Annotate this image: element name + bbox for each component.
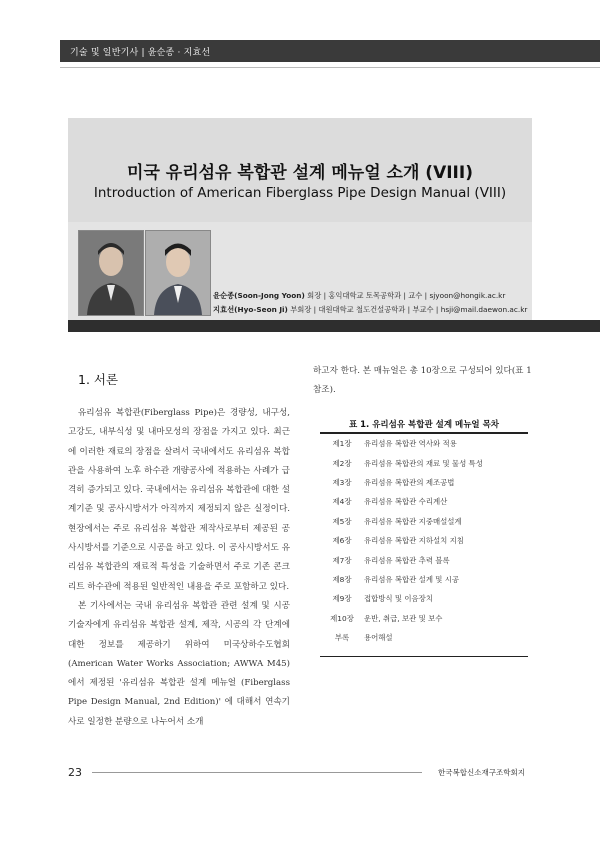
author-name: 윤순종(Soon-Jong Yoon)	[213, 291, 305, 300]
chapter-number: 제3장	[332, 477, 352, 487]
section-heading: 1. 서론	[78, 372, 119, 387]
article-title-english: Introduction of American Fiberglass Pipe Design Manual (VIII)	[93, 185, 507, 201]
chapter-title: 유리섬유 복합관의 재료 및 물성 특성	[364, 458, 483, 468]
header-divider	[60, 67, 600, 68]
chapter-title: 유리섬유 복합관 설계 및 시공	[364, 574, 460, 584]
table-row	[320, 589, 528, 608]
table-of-contents	[320, 434, 528, 647]
table-caption: 표 1. 유리섬유 복합관 설계 메뉴얼 목차	[348, 420, 500, 430]
chapter-number: 제7장	[332, 555, 352, 565]
table-row	[320, 492, 528, 511]
author-affiliation: 부회장 | 대원대학교 철도건설공학과 | 부교수 | hsji@mail.daewon.ac.kr	[287, 305, 528, 314]
author-photo-yoon	[78, 230, 144, 316]
body-right-column	[313, 362, 535, 401]
chapter-title: 유리섬유 복합관 역사와 적용	[364, 439, 457, 449]
chapter-number: 부록	[334, 633, 350, 643]
table-row	[320, 570, 528, 589]
article-title-korean: 미국 유리섬유 복합관 설계 메뉴얼 소개 (VIII)	[127, 163, 473, 183]
table-bottom-rule	[320, 656, 528, 657]
table-row	[320, 453, 528, 472]
footer-divider	[92, 772, 422, 773]
table-row	[320, 550, 528, 569]
table-row	[320, 531, 528, 550]
author-name: 지효선(Hyo-Seon Ji)	[213, 305, 288, 314]
page-number: 23	[68, 766, 82, 779]
table-row	[320, 512, 528, 531]
table-row	[320, 434, 528, 453]
running-header: 기술 및 일반기사 | 윤순종 · 지효선	[70, 48, 211, 58]
title-bottom-bar	[68, 320, 600, 332]
chapter-title: 유리섬유 복합관의 제조공법	[364, 477, 455, 487]
chapter-number: 제1장	[332, 439, 352, 449]
chapter-title: 유리섬유 복합관 지하설치 지침	[364, 536, 464, 546]
chapter-number: 제4장	[332, 497, 352, 507]
chapter-title: 용어해설	[364, 633, 393, 643]
chapter-title: 접합방식 및 이음장치	[364, 594, 433, 604]
author-affiliation: 회장 | 홍익대학교 토목공학과 | 교수 | sjyoon@hongik.ac.kr	[304, 291, 506, 300]
body-paragraph: 하고자 한다. 본 매뉴얼은 총 10장으로 구성되어 있다(표 1 참조).	[313, 366, 532, 396]
body-paragraph: 유리섬유 복합관(Fiberglass Pipe)은 경량성, 내구성, 고강도, 내부식성 및 내마모성의 장점을 가지고 있다. 최근에 이러한 재료의 장점을 살려서 국내에서도 유리섬유 복합관을 사용하여 노후 하수관 개량공사에 적용하는 사례가 급격히 증가되고 있다. 국내에서는 유리섬유 복합관에 대한 설계기준 및 공사시방서가 아직까지 제정되지 않은 실정이다. 현장에서는 주로 유리섬유 복합관 제작사로부터 제공된 공사시방서를 기준으로 시공을 하고 있다. 이 공사시방서도 유리섬유 복합관의 재료적 특성을 기술하면서 주로 기존 콘크리트 하수관에 적용된 일반적인 내용을 주로 포함하고 있다.	[68, 408, 290, 592]
chapter-title: 운반, 취급, 보관 및 보수	[364, 613, 443, 623]
chapter-title: 유리섬유 복합관 추력 블록	[364, 555, 450, 565]
chapter-number: 제9장	[332, 594, 352, 604]
author-line-ji	[213, 305, 527, 315]
chapter-number: 제6장	[332, 536, 352, 546]
chapter-number: 제10장	[330, 613, 354, 623]
table-row	[320, 473, 528, 492]
journal-name: 한국복합신소재구조학회지	[438, 768, 525, 777]
chapter-number: 제8장	[332, 574, 352, 584]
chapter-number: 제5장	[332, 516, 352, 526]
author-line-yoon	[213, 291, 505, 301]
body-paragraph: 본 기사에서는 국내 유리섬유 복합관 관련 설계 및 시공 기술자에게 유리섬유 복합관 설계, 제작, 시공의 각 단계에 대한 정보를 제공하기 위하여 미국상하수도협회(American Water Works Association; AWWA M45) 에서 제정된 '유리섬유 복합관 설계 메뉴얼 (Fiberglass Pipe Design Manual, 2nd Edition)' 에 대해서 연속기사로 일정한 분량으로 나누어서 소개	[68, 600, 290, 727]
chapter-number: 제2장	[332, 458, 352, 468]
chapter-title: 유리섬유 복합관 수리계산	[364, 497, 448, 507]
body-left-column	[68, 404, 290, 732]
author-photo-ji	[145, 230, 211, 316]
chapter-title: 유리섬유 복합관 지중매설설계	[364, 516, 462, 526]
table-row	[320, 628, 528, 647]
table-row	[320, 609, 528, 628]
